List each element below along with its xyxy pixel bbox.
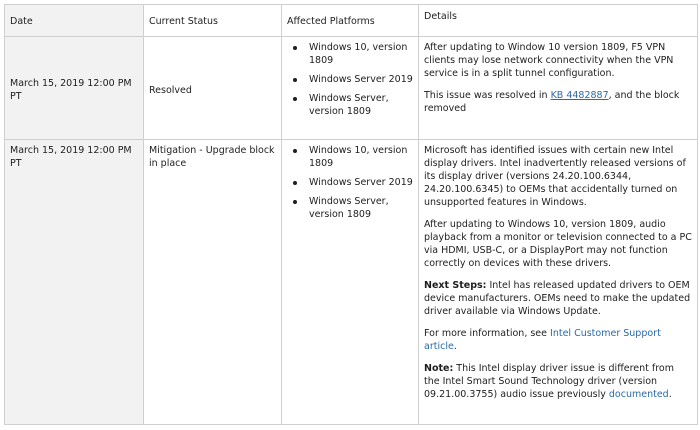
status-cell: Resolved (144, 37, 282, 140)
release-status-table (4, 4, 698, 425)
details-paragraph: After updating to Window 10 version 1809, F5 VPN clients may lose network connectivity when the VPN service is in a split tunnel configuration. (424, 42, 674, 79)
documented-link[interactable]: documented (608, 389, 669, 400)
details-cell (419, 140, 698, 425)
details-paragraph: After updating to Windows 10, version 1809, audio playback from a monitor or television connected to a PC via HDMI, USB-C, or a DisplayPort may not function correctly on devices with these drivers. (424, 219, 692, 269)
header-date: Date (5, 5, 144, 37)
platform-item: Windows 10, version 1809 (304, 41, 413, 67)
platform-item: Windows Server, version 1809 (304, 92, 413, 118)
bullet-icon (293, 46, 297, 50)
date-cell: March 15, 2019 12:00 PM PT (5, 37, 144, 140)
date-cell: March 15, 2019 12:00 PM PT (5, 140, 144, 425)
platforms-cell (282, 140, 419, 425)
platforms-cell (282, 37, 419, 140)
platform-list (287, 41, 413, 118)
details-paragraph: Microsoft has identified issues with certain new Intel display drivers. Intel inadvertently released versions of its display driver (versions 24.20.100.6344, 24.20.100.6345) to OEMs that accidentally turned on unsupported features in Windows. (424, 145, 686, 208)
header-row (5, 5, 698, 37)
header-current-status: Current Status (144, 5, 282, 37)
platform-list (287, 144, 413, 221)
kb-article-link[interactable]: KB 4482887 (550, 90, 609, 101)
table-row (5, 37, 698, 140)
intel-support-link[interactable]: Intel Customer Support article (424, 328, 661, 352)
next-steps-paragraph: Next Steps: Intel has released updated drivers to OEM device manufacturers. OEMs need to make the updated driver available via Windows Update. (424, 280, 691, 317)
platform-item: Windows 10, version 1809 (304, 144, 413, 170)
platform-item: Windows Server 2019 (304, 176, 413, 189)
note-paragraph: Note: This Intel display driver issue is different from the Intel Smart Sound Technology driver (version 09.21.00.3755) audio issue previously documented. (424, 363, 674, 400)
bullet-icon (293, 78, 297, 82)
more-info-paragraph: For more information, see Intel Customer Support article. (424, 328, 661, 352)
bullet-icon (293, 200, 297, 204)
platform-item: Windows Server, version 1809 (304, 195, 413, 221)
bullet-icon (293, 181, 297, 185)
header-affected-platforms: Affected Platforms (282, 5, 419, 37)
details-paragraph: This issue was resolved in KB 4482887, and the block removed (424, 90, 680, 114)
platform-item: Windows Server 2019 (304, 73, 413, 86)
status-cell: Mitigation - Upgrade block in place (144, 140, 282, 425)
bullet-icon (293, 149, 297, 153)
header-details: Details (419, 5, 698, 37)
table-row (5, 140, 698, 425)
bullet-icon (293, 97, 297, 101)
details-cell (419, 37, 698, 140)
